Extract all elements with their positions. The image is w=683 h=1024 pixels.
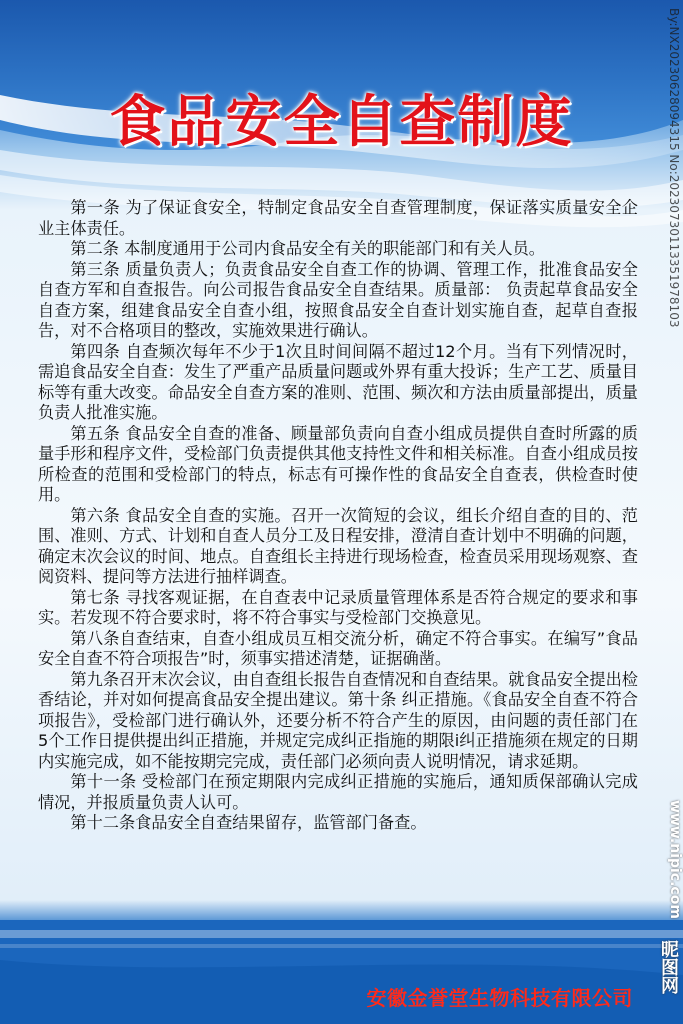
- site-logo-watermark: 昵图网: [658, 940, 679, 994]
- article-4: 第四条 自查频次每年不少于1次且时间间隔不超过12个月。当有下列情况时，需追食品安全自查：发生了严重产品质量问题或外界有重大投诉；生产工艺、质量目标等有重大改变。命品安全自查方案的准则、范围、频次和方法由质量部提出，质量负责人批准实施。: [38, 341, 638, 422]
- article-8: 第八条自查结束，自查小组成员互相交流分析，确定不符合事实。在编写”食品安全自查不符合项报告”时，须事实措述清楚，证据确凿。: [38, 628, 638, 668]
- article-2: 第二条 本制度通用于公司内食品安全有关的职能部门和有关人员。: [70, 239, 545, 258]
- article-12: 第十二条食品安全自查结果留存，监管部门备查。: [70, 813, 427, 832]
- company-name: 安徽金誉堂生物科技有限公司: [366, 986, 633, 1010]
- article-3: 第三条 质量负责人；负责食品安全自查工作的协调、管理工作，批准食品安全自查方军和自查报告。向公司报告食品安全自查结果。质量部： 负责起草食品安全自查方案，组建食品安全自查小组，按照食品安全自查计划实施自查，起草自查报告，对不合格项目的整改，实施效果进行确认。: [38, 259, 638, 340]
- article-9-10: 第九条召开末次会议，由自查组长报告自查情况和自查结果。就食品安全提出检香结论，并对如何提高食品安全提出建议。第十条 纠正措施。《食品安全自查不符合项报告》，受检部门进行确认外，还要分析不符合产生的原因，由问题的责任部门在5个工作日提供提出纠正措施，并规定完成纠正指施的期限ⅰ纠正措施须在规定的日期内实施完成，如不能按期完完成，责任部门必须向责人说明情况，请求延期。: [38, 669, 638, 771]
- page-title: 食品安全自查制度: [109, 90, 574, 155]
- article-5: 第五条 食品安全自查的准备、顾量部负责向自查小组成员提供自查时所露的质量手形和程序文件，受检部门负责提供其他支持性文件和相关标准。自查小组成员按所检查的范围和受检部门的特点，标志有可操作性的食品安全自查表，供检查时使用。: [38, 423, 638, 504]
- article-11: 第十一条 受检部门在预定期限内完成纠正措施的实施后，通知质保部确认完成情况，并报质量负责人认可。: [38, 772, 638, 812]
- policy-body: [38, 198, 638, 834]
- image-id-watermark: By:NX20230628094315 No:20230730113351978103: [667, 8, 681, 328]
- site-watermark: www.nipic.com: [667, 800, 683, 919]
- article-1: 第一条 为了保证食安全，特制定食品安全自查管理制度，保证落实质量安全企业主体责任。: [38, 198, 638, 238]
- article-6: 第六条 食品安全自查的实施。召开一次简短的会议，组长介绍自查的目的、范围、准则、方式、计划和自查人员分工及日程安排，澄清自查计划中不明确的问题，确定末次会议的时间、地点。自查组长主持进行现场检查，检查员采用现场观察、查阅资料、提问等方法进行抽样调查。: [38, 505, 638, 586]
- article-7: 第七条 寻找客观证据，在自查表中记录质量管理体系是否符合规定的要求和事实。若发现不符合要求时，将不符合事实与受检部门交换意见。: [38, 587, 638, 627]
